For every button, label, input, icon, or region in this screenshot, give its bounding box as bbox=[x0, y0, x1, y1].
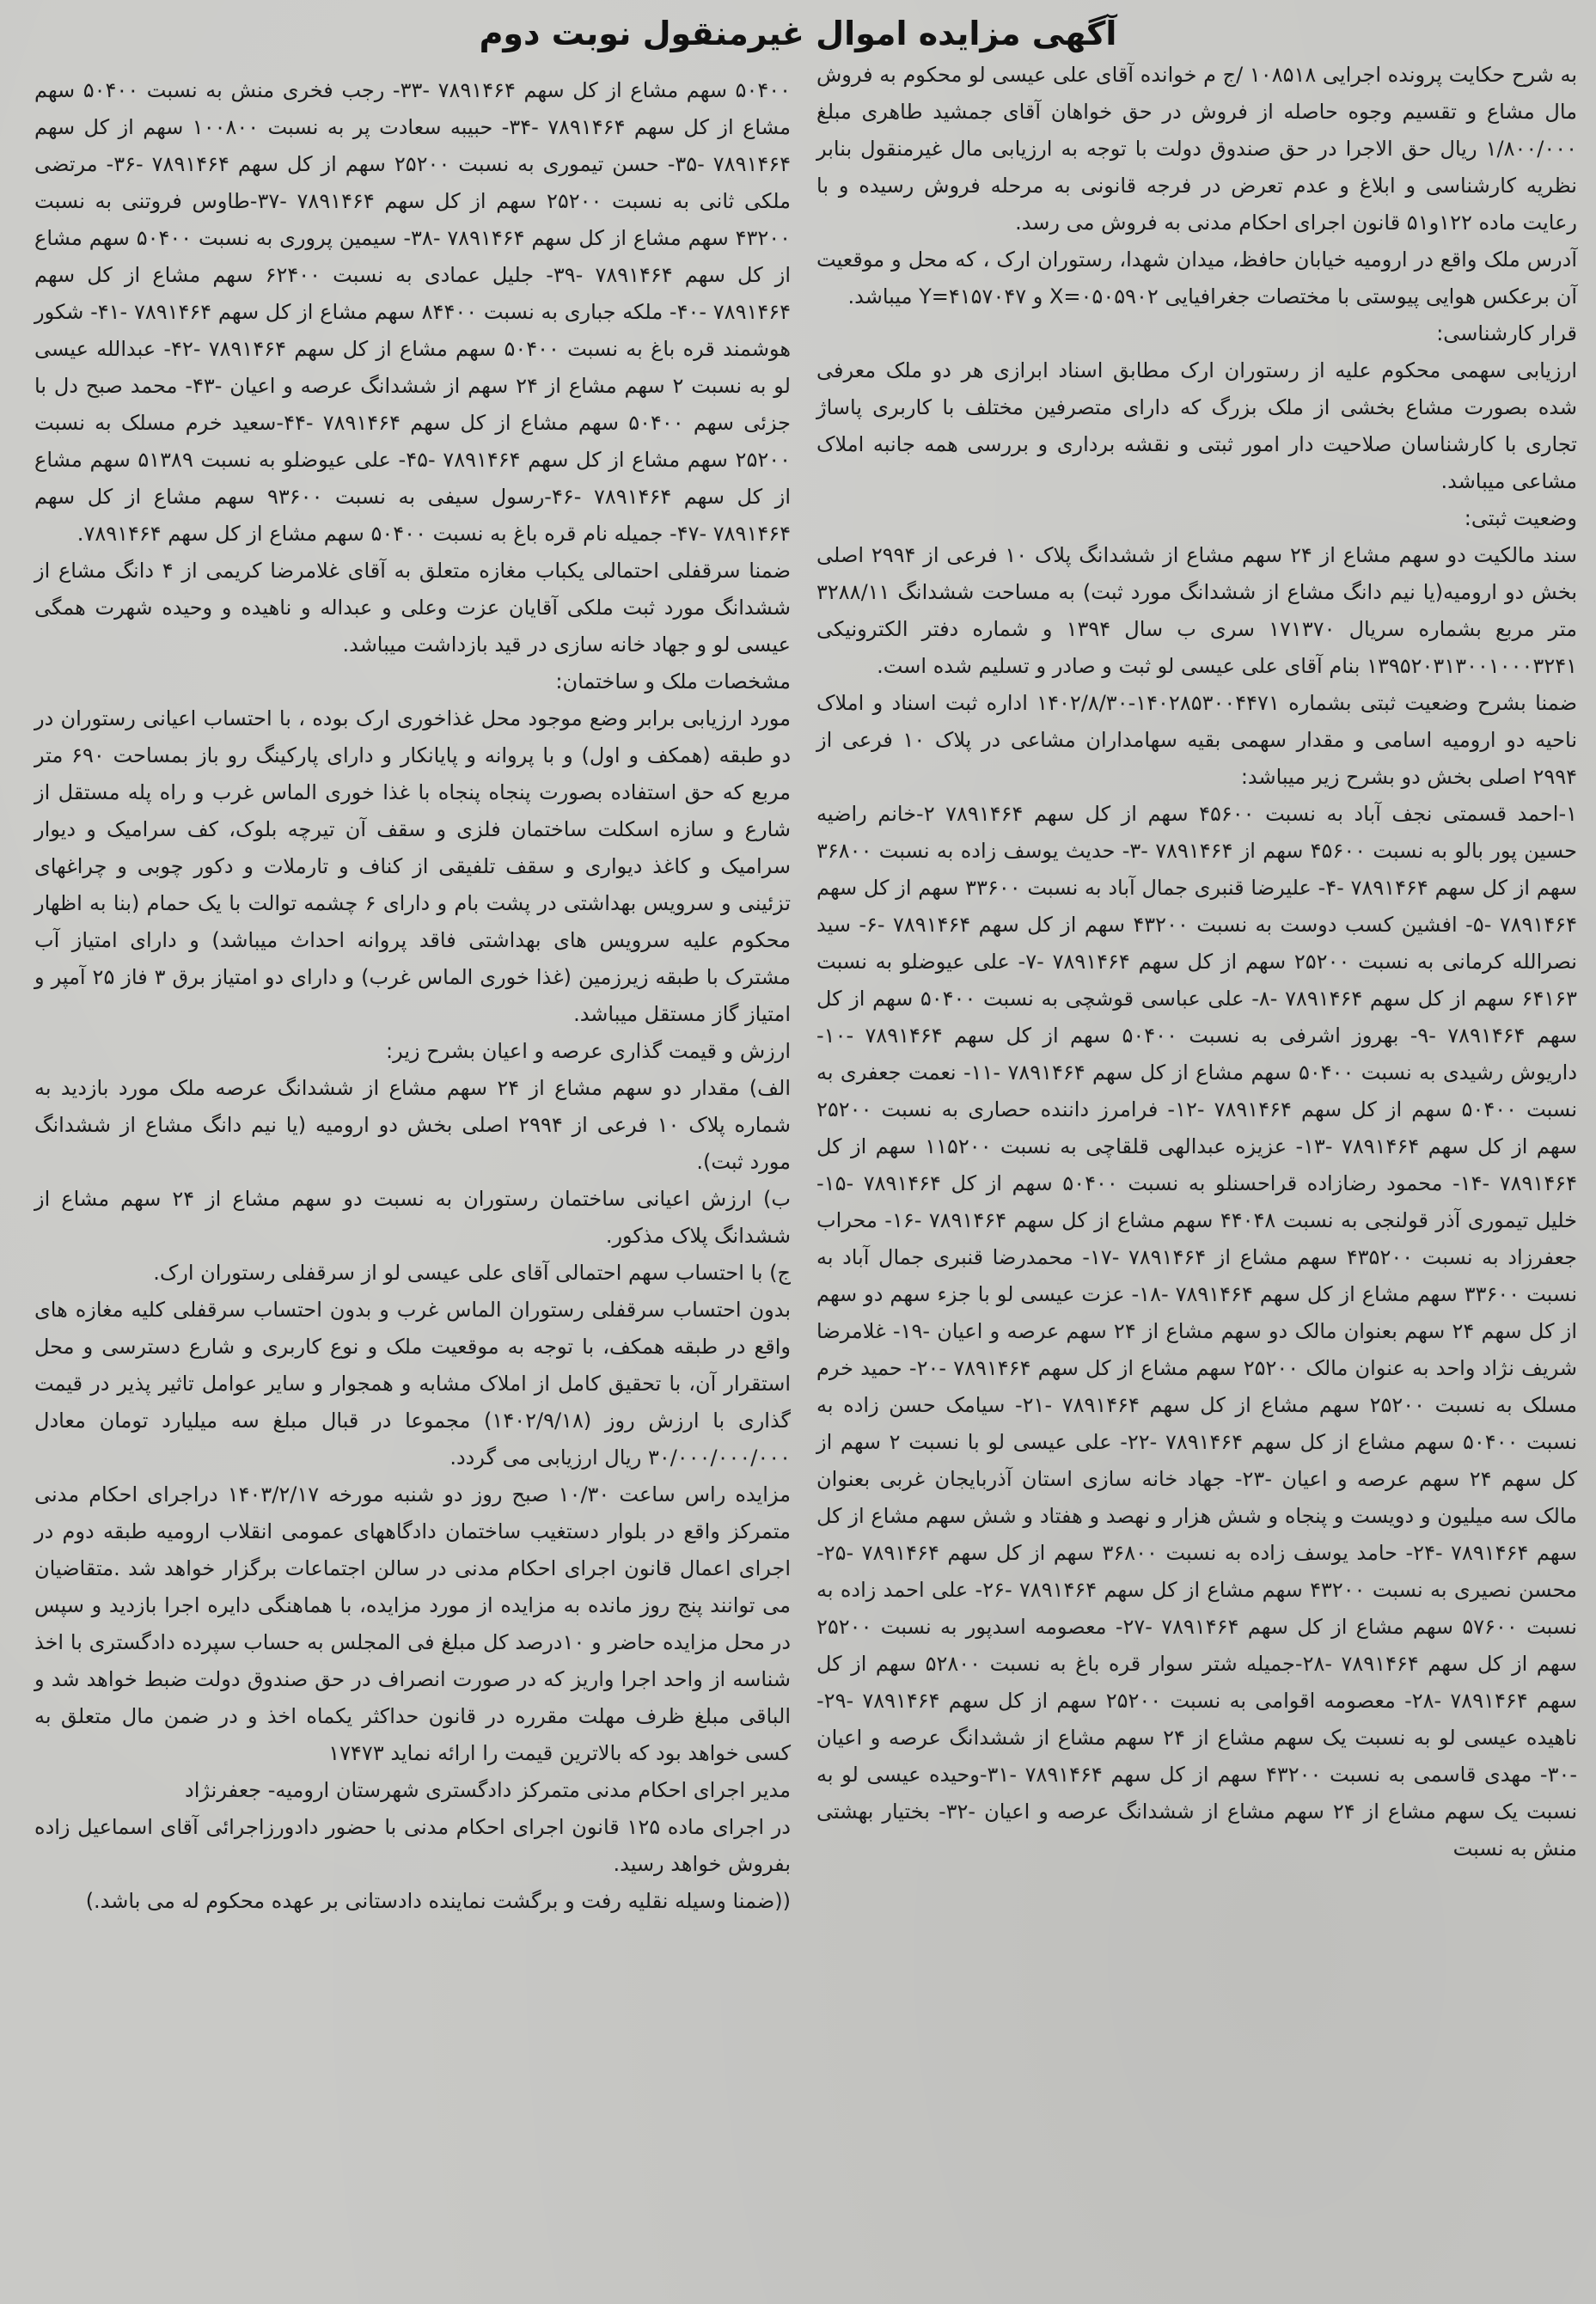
property-specs-paragraph: مورد ارزیابی برابر وضع موجود محل غذاخوری ارک بوده ، با احتساب اعیانی رستوران در دو طبقه (همکف و اول) و با پروانه و پایانکار و دارای پارکینگ رو باز بمساحت ۶۹۰ متر مربع که حق استفاده بصورت پنجاه پنجاه با غذا خوری الماس غرب و راه پله مستقل از شارع و سازه اسکلت ساختمان فلزی و سقف آن تیرچه بلوک، کف سرامیک و دیوار سرامیک و کاغذ دیواری و سقف تلفیقی از کناف و تارملات و دکور چوبی و چراغهای تزئینی و سرویس بهداشتی در پشت بام و دارای ۶ چشمه توالت با یک حمام (بنا به اظهار محکوم علیه سرویس های بهداشتی فاقد پروانه احداث میباشد) و دارای امتیاز آب مشترک با طبقه زیرزمین (غذا خوری الماس غرب) و دارای دو امتیاز برق ۳ فاز ۲۵ آمپر و امتیاز گاز مستقل میباشد. bbox=[34, 706, 792, 1026]
signature-line: مدیر اجرای احکام مدنی متمرکز دادگستری شهرستان ارومیه- جعفرنژاد bbox=[185, 1778, 791, 1802]
shareholders-list-part-1: ۱-احمد قسمتی نجف آباد به نسبت ۴۵۶۰۰ سهم از کل سهم ۷۸۹۱۴۶۴ ۲-خانم راضیه حسین پور بالو به نسبت ۴۵۶۰۰ سهم از ۷۸۹۱۴۶۴ -۳- حدیث یوسف زاده به نسبت ۳۶۸۰۰ سهم از کل سهم ۷۸۹۱۴۶۴ -۴- علیرضا قنبری جمال آباد به نسبت ۳۳۶۰۰ سهم از کل سهم ۷۸۹۱۴۶۴ -۵- افشین کسب دوست به نسبت ۴۳۲۰۰ سهم از کل سهم ۷۸۹۱۴۶۴ -۶- سید نصرالله کرمانی به نسبت ۲۵۲۰۰ سهم از کل سهم ۷۸۹۱۴۶۴ -۷- علی عیوضلو به نسبت ۶۴۱۶۳ سهم از کل سهم ۷۸۹۱۴۶۴ -۸- علی عباسی قوشچی به نسبت ۵۰۴۰۰ سهم از کل سهم ۷۸۹۱۴۶۴ -۹- بهروز اشرفی به نسبت ۵۰۴۰۰ سهم از کل سهم ۷۸۹۱۴۶۴ -۱۰- داریوش رشیدی به نسبت ۵۰۴۰۰ سهم مشاع از کل سهم ۷۸۹۱۴۶۴ -۱۱- نعمت جعفری به نسبت ۵۰۴۰۰ سهم از کل سهم ۷۸۹۱۴۶۴ -۱۲- فرامرز داننده حصاری به نسبت ۲۵۲۰۰ سهم از کل سهم ۷۸۹۱۴۶۴ -۱۳- عزیزه عبدالهی قلقاچی به نسبت ۱۱۵۲۰۰ سهم از کل ۷۸۹۱۴۶۴ -۱۴- محمود رضازاده قراحسنلو به نسبت ۵۰۴۰۰ سهم از کل ۷۸۹۱۴۶۴ -۱۵- خلیل تیموری آذر قولنجی به نسبت ۴۴۰۴۸ سهم مشاع از کل سهم ۷۸۹۱۴۶۴ -۱۶- محراب جعفرزاد به نسبت ۴۳۵۲۰۰ سهم مشاع از ۷۸۹۱۴۶۴ -۱۷- محمدرضا قنبری جمال آباد به نسبت ۳۳۶۰۰ سهم مشاع از کل سهم ۷۸۹۱۴۶۴ -۱۸- عزت عیسی لو با جزء سهم دو سهم از کل سهم ۲۴ سهم بعنوان مالک دو سهم مشاع از ۲۴ سهم عرصه و اعیان -۱۹- غلامرضا شریف نژاد واحد به عنوان مالک ۲۵۲۰۰ سهم مشاع از کل سهم ۷۸۹۱۴۶۴ -۲۰- حمید خرم مسلک به نسبت ۲۵۲۰۰ سهم مشاع از کل سهم ۷۸۹۱۴۶۴ -۲۱- سیامک حسن زاده به نسبت ۵۰۴۰۰ سهم مشاع از کل سهم ۷۸۹۱۴۶۴ -۲۲- علی عیسی لو با نسبت ۲ سهم از کل سهم ۲۴ سهم عرصه و اعیان -۲۳- جهاد خانه سازی استان آذربایجان غربی بعنوان مالک سه میلیون و دویست و پنجاه و شش هزار و نهصد و هفتاد و شش سهم مشاع از کل سهم ۷۸۹۱۴۶۴ -۲۴- حامد یوسف زاده به نسبت ۳۶۸۰۰ سهم از کل سهم ۷۸۹۱۴۶۴ -۲۵- محسن نصیری به نسبت ۴۳۲۰۰ سهم مشاع از کل سهم ۷۸۹۱۴۶۴ -۲۶- علی احمد زاده به نسبت ۵۷۶۰۰ سهم مشاع از کل سهم ۷۸۹۱۴۶۴ -۲۷- معصومه اسدپور به نسبت ۲۵۲۰۰ سهم از کل سهم ۷۸۹۱۴۶۴ -۲۸-جمیله شتر سوار قره باغ به نسبت ۵۲۸۰۰ سهم از کل سهم ۷۸۹۱۴۶۴ -۲۸- معصومه اقوامی به نسبت ۲۵۲۰۰ سهم از کل سهم ۷۸۹۱۴۶۴ -۲۹-ناهیده عیسی لو به نسبت یک سهم مشاع از ۲۴ سهم مشاع از ششدانگ عرصه و اعیان -۳۰- مهدی قاسمی به نسبت ۴۳۲۰۰ سهم از کل سهم ۷۸۹۱۴۶۴ -۳۱-وحیده عیسی لو به نسبت یک سهم مشاع از ۲۴ سهم مشاع از ششدانگ عرصه و اعیان -۳۲- بختیار بهشتی منش به نسبت bbox=[816, 802, 1578, 1861]
shareholders-list-part-2: ۵۰۴۰۰ سهم مشاع از کل سهم ۷۸۹۱۴۶۴ -۳۳- رجب فخری منش به نسبت ۵۰۴۰۰ سهم مشاع از کل سهم ۷۸۹۱۴۶۴ -۳۴- حبیبه سعادت پر به نسبت ۱۰۰۸۰۰ سهم از کل سهم ۷۸۹۱۴۶۴ -۳۵- حسن تیموری به نسبت ۲۵۲۰۰ سهم از کل سهم ۷۸۹۱۴۶۴ -۳۶- مرتضی ملکی ثانی به نسبت ۲۵۲۰۰ سهم از کل سهم ۷۸۹۱۴۶۴ -۳۷-طاوس فروتنی به نسبت ۴۳۲۰۰ سهم مشاع از کل سهم ۷۸۹۱۴۶۴ -۳۸- سیمین پروری به نسبت ۵۰۴۰۰ سهم مشاع از کل سهم ۷۸۹۱۴۶۴ -۳۹- جلیل عمادی به نسبت ۶۲۴۰۰ سهم مشاع از کل سهم ۷۸۹۱۴۶۴ -۴۰- ملکه جباری به نسبت ۸۴۴۰۰ سهم مشاع از کل سهم ۷۸۹۱۴۶۴ -۴۱- شکور هوشمند قره باغ به نسبت ۵۰۴۰۰ سهم مشاع از کل سهم ۷۸۹۱۴۶۴ -۴۲- عبدالله عیسی لو به نسبت ۲ سهم مشاع از ۲۴ سهم از ششدانگ عرصه و اعیان -۴۳- محمد صبح دل با جزئی سهم ۵۰۴۰۰ سهم مشاع از کل سهم ۷۸۹۱۴۶۴ -۴۴-سعید خرم مسلک به نسبت ۲۵۲۰۰ سهم مشاع از کل سهم ۷۸۹۱۴۶۴ -۴۵- علی عیوضلو به نسبت ۵۱۳۸۹ سهم مشاع از کل سهم ۷۸۹۱۴۶۴ -۴۶-رسول سیفی به نسبت ۹۳۶۰۰ سهم مشاع از کل سهم ۷۸۹۱۴۶۴ -۴۷- جمیله نام قره باغ به نسبت ۵۰۴۰۰ سهم مشاع از کل سهم ۷۸۹۱۴۶۴. bbox=[34, 78, 792, 546]
valuation-item-c: ج) با احتساب سهم احتمالی آقای علی عیسی لو از سرقفلی رستوران ارک. bbox=[153, 1261, 791, 1285]
ownership-deed-paragraph: سند مالکیت دو سهم مشاع از ۲۴ سهم مشاع از ششدانگ پلاک ۱۰ فرعی از ۲۹۹۴ اصلی بخش دو ارومیه(یا نیم دانگ مشاع از ششدانگ مورد ثبت) به مساحت ششدانگ ۳۲۸۸/۱۱ متر مربع بشماره سریال ۱۷۱۳۷۰ سری ب سال ۱۳۹۴ و شماره دفتر الکترونیکی ۱۳۹۵۲۰۳۱۳۰۰۱۰۰۰۳۲۴۱ بنام آقای علی عیسی لو ثبت و صادر و تسلیم شده است. bbox=[816, 543, 1578, 678]
transport-note: ((ضمنا وسیله نقلیه رفت و برگشت نماینده دادستانی بر عهده محکوم له می باشد.) bbox=[85, 1889, 791, 1913]
section-heading-valuation: ارزش و قیمت گذاری عرصه و اعیان بشرح زیر: bbox=[386, 1039, 791, 1063]
announcement-title: آگهی مزایده اموال غیرمنقول نوبت دوم bbox=[479, 15, 1117, 52]
registry-status-paragraph: ضمنا بشرح وضعیت ثبتی بشماره ۱۴۰۲۸۵۳۰۰۴۴۷۱-۱۴۰۲/۸/۳۰ اداره ثبت اسناد و املاک ناحیه دو ارومیه اسامی و مقدار سهمی بقیه سهامداران مشاعی در پلاک ۱۰ فرعی از ۲۹۹۴ اصلی بخش دو بشرح زیر میباشد: bbox=[816, 691, 1577, 789]
property-address-paragraph: آدرس ملک واقع در ارومیه خیابان حافظ، میدان شهدا، رستوران ارک ، که محل و موقعیت آن برعکس هوایی پیوستی با مختصات جغرافیایی X=۰۵۰۵۹۰۲ و Y=۴۱۵۷۰۴۷ میباشد. bbox=[816, 248, 1577, 309]
right-column bbox=[816, 57, 1577, 1867]
execution-note-paragraph: در اجرای ماده ۱۲۵ قانون اجرای احکام مدنی با حضور دادورزاجرائی آقای اسماعیل زاده بفروش خواهد رسید. bbox=[34, 1815, 791, 1876]
left-column bbox=[34, 72, 791, 1920]
section-heading-expert-order: قرار کارشناسی: bbox=[1436, 321, 1577, 345]
valuation-total-paragraph: بدون احتساب سرقفلی رستوران الماس غرب و بدون احتساب سرقفلی کلیه مغازه های واقع در طبقه همکف، با توجه به موقعیت ملک و نوع کاربری و شارع دسترسی و محل استقرار آن، با تحقیق کامل از املاک مشابه و همجوار و سایر عوامل تاثیر پذیر در قیمت گذاری با ارزش روز (۱۴۰۲/۹/۱۸) مجموعا در قبال مبلغ سه میلیارد تومان معادل ۳۰/۰۰۰/۰۰۰/۰۰۰ ریال ارزیابی می گردد. bbox=[34, 1298, 791, 1470]
expert-order-paragraph: ارزیابی سهمی محکوم علیه از رستوران ارک مطابق اسناد ابرازی هر دو ملک معرفی شده بصورت مشاع بخشی از ملک بزرگ که دارای متصرفین مختلف با کاربری پاساژ تجاری با کارشناسان صلاحیت دار امور ثبتی و نقشه برداری و بررسی همه جانبه املاک مشاعی میباشد. bbox=[816, 358, 1577, 493]
valuation-item-b: ب) ارزش اعیانی ساختمان رستوران به نسبت دو سهم مشاع از ۲۴ سهم مشاع از ششدانگ پلاک مذکور. bbox=[34, 1187, 791, 1248]
section-heading-property-specs: مشخصات ملک و ساختمان: bbox=[555, 669, 791, 694]
case-intro-paragraph: به شرح حکایت پرونده اجرایی ۱۰۸۵۱۸ /ج م خوانده آقای علی عیسی لو محکوم به فروش مال مشاع و تقسیم وجوه حاصله از فروش در حق خواهان آقای جمشید طاهری مبلغ ۱/۸۰۰/۰۰۰ ریال حق الاجرا در حق صندوق دولت با توجه به ارزیابی مال غیرمنقول بنابر نظریه کارشناسی و ابلاغ و عدم تعرض در فرجه قانونی به مرحله فروش رسیده و با رعایت ماده ۱۲۲و۵۱ قانون اجرای احکام مدنی به فروش می رسد. bbox=[816, 63, 1577, 235]
valuation-item-a: الف) مقدار دو سهم مشاع از ۲۴ سهم مشاع از ششدانگ عرصه ملک مورد بازدید به شماره پلاک ۱۰ فرعی از ۲۹۹۴ اصلی بخش دو ارومیه (یا نیم دانگ مشاع از ششدانگ مورد ثبت). bbox=[34, 1076, 792, 1174]
section-heading-registry-status: وضعیت ثبتی: bbox=[1464, 506, 1577, 530]
auction-details-paragraph: مزایده راس ساعت ۱۰/۳۰ صبح روز دو شنبه مورخه ۱۴۰۳/۲/۱۷ دراجرای احکام مدنی متمرکز واقع در بلوار دستغیب ساختمان دادگاههای عمومی انقلاب ارومیه طبقه دوم در اجرای اعمال قانون اجرای احکام مدنی در سالن اجتماعات برگزار خواهد شد .متقاضیان می توانند پنج روز مانده به مزایده از مورد مزایده، با هماهنگی دایره اجرا بازدید و سپس در محل مزایده حاضر و ۱۰درصد کل مبلغ فی المجلس به حساب سپرده دادگستری با اخذ شناسه از واحد اجرا واریز که در صورت انصراف در حق صندوق دولت ضبط خواهد شد و الباقی مبلغ ظرف مهلت مقرره در قانون حداکثر یکماه اخذ و در ضمن مال متعلق به کسی خواهد بود که بالاترین قیمت را ارائه نماید ۱۷۴۷۳ bbox=[34, 1482, 792, 1765]
goodwill-seizure-paragraph: ضمنا سرقفلی احتمالی یکباب مغازه متعلق به آقای غلامرضا کریمی از ۴ دانگ مشاع از ششدانگ مورد ثبت ملکی آقایان عزت وعلی و عبداله و ناهیده و وحیده شهرت همگی عیسی لو و جهاد خانه سازی در قید بازداشت میباشد. bbox=[34, 559, 791, 657]
